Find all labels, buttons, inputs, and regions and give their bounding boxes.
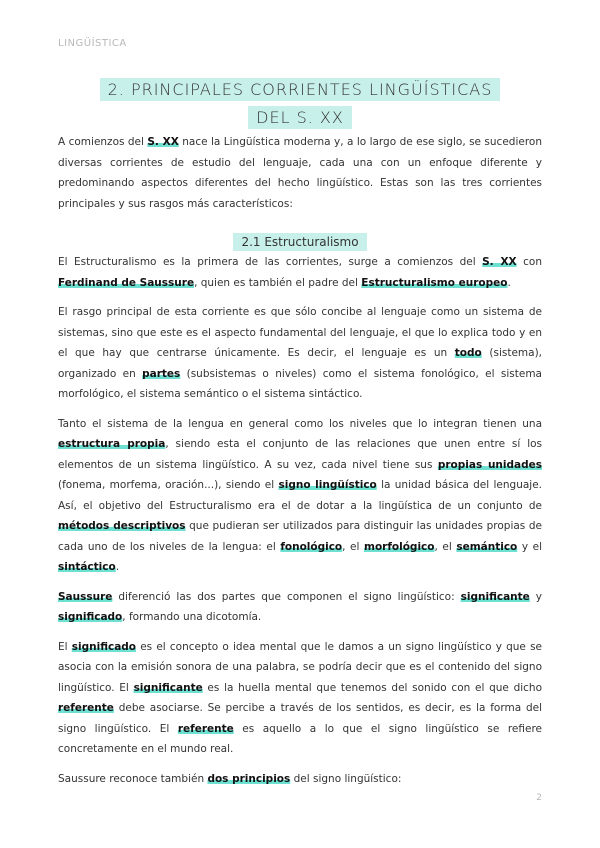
paragraph-4 bbox=[58, 587, 542, 628]
section-heading bbox=[0, 231, 600, 251]
page-title-row-2 bbox=[0, 106, 600, 129]
text-run: , el bbox=[342, 540, 364, 553]
highlight-term: partes bbox=[142, 367, 181, 380]
highlight-term: métodos descriptivos bbox=[58, 520, 186, 532]
highlight-term: dos principios bbox=[207, 772, 291, 785]
highlight-term: significado bbox=[58, 611, 123, 623]
paragraph-5 bbox=[58, 637, 542, 760]
text-run: (sistema), organizado en bbox=[58, 347, 543, 380]
highlight-term: Saussure bbox=[58, 590, 113, 603]
running-header: LINGÜÍSTICA bbox=[58, 38, 127, 49]
intro-paragraph bbox=[58, 132, 542, 223]
text-run: , quien es también el padre del bbox=[194, 276, 362, 289]
highlight-term: estructura propia bbox=[58, 438, 166, 450]
text-run: diferenció las dos partes que componen el signo lingüístico: bbox=[112, 590, 461, 603]
text-run: El bbox=[58, 640, 72, 653]
text-run: y el bbox=[517, 540, 542, 553]
text-run: El rasgo principal de esta corriente es que sólo concibe al lenguaje como un sistema de sistemas, sino que este es el aspecto fundamental del lenguaje, el que lo explica todo y en el que hay que centrarse únicamente. Es decir, el lenguaje es un bbox=[58, 306, 542, 359]
intro-text bbox=[58, 132, 542, 214]
highlight-term: S. XX bbox=[482, 256, 517, 268]
text-run: es la huella mental que tenemos del sonido con el que dicho bbox=[202, 681, 542, 694]
text-run: , siendo esta el conjunto de las relaciones que unen entre sí los elementos de un sistema lingüístico. A su vez, cada nivel tiene sus bbox=[58, 438, 543, 471]
page-title-line-1: 2. PRINCIPALES CORRIENTES LINGÜÍSTICAS bbox=[100, 78, 501, 101]
page-title-line-2: DEL S. XX bbox=[248, 106, 352, 129]
page-title bbox=[0, 78, 600, 101]
text-run: del signo lingüístico: bbox=[290, 772, 402, 785]
text-run: nace la Lingüística moderna y, a lo largo de ese siglo, se sucedieron diversas corrientes de estudio del lenguaje, cada una con un enfoque diferente y predominando aspectos diferentes del hecho lingüístico. Estas son las tres corrientes principales y sus rasgos más característicos: bbox=[58, 136, 542, 210]
paragraph-6 bbox=[58, 769, 542, 790]
page-number: 2 bbox=[536, 793, 542, 803]
text-run: es aquello a lo que el signo lingüístico se refiere concretamente en el mundo real. bbox=[58, 722, 542, 755]
text-run: que pudieran ser utilizados para distinguir las unidades propias de cada uno de los niveles de la lengua: el bbox=[58, 520, 542, 553]
highlight-term: referente bbox=[58, 702, 114, 714]
text-run: Saussure reconoce también bbox=[58, 772, 208, 785]
highlight-term: significante bbox=[460, 590, 530, 603]
highlight-term: Estructuralismo europeo bbox=[361, 276, 508, 289]
highlight-term: S. XX bbox=[147, 136, 179, 148]
highlight-term: significante bbox=[133, 681, 203, 694]
text-run: con bbox=[516, 256, 542, 268]
text-run: (subsistemas o niveles) como el sistema fonológico, el sistema morfológico, el sistema semántico o el sistema sintáctico. bbox=[58, 367, 542, 400]
text-run: A comienzos del bbox=[58, 136, 148, 148]
text-run: . bbox=[507, 276, 511, 289]
section-body bbox=[58, 252, 542, 798]
text-run: El Estructuralismo es la primera de las corrientes, surge a comienzos del bbox=[58, 256, 483, 268]
highlight-term: Ferdinand de Saussure bbox=[58, 276, 195, 289]
highlight-term: semántico bbox=[456, 540, 518, 553]
highlight-term: morfológico bbox=[364, 540, 435, 553]
text-run: es el concepto o idea mental que le damos a un signo lingüístico y que se asocia con la emisión sonora de una palabra, se podría decir que es el contenido del signo lingüístico. El bbox=[58, 640, 542, 694]
section-title: 2.1 Estructuralismo bbox=[233, 233, 366, 251]
highlight-term: sintáctico bbox=[58, 561, 116, 573]
highlight-term: significado bbox=[71, 640, 137, 653]
paragraph-1 bbox=[58, 252, 542, 293]
text-run: (fonema, morfema, oración...), siendo el bbox=[58, 479, 279, 491]
text-run: , el bbox=[434, 540, 457, 553]
text-run: debe asociarse. Se percibe a través de los sentidos, es decir, es la forma del signo lingüístico. El bbox=[58, 702, 542, 735]
paragraph-3 bbox=[58, 414, 542, 578]
highlight-term: propias unidades bbox=[437, 458, 542, 471]
text-run: , formando una dicotomía. bbox=[122, 611, 262, 623]
highlight-term: signo lingüístico bbox=[278, 479, 377, 491]
highlight-term: todo bbox=[454, 347, 482, 359]
text-run: y bbox=[529, 590, 542, 603]
highlight-term: fonológico bbox=[280, 540, 343, 553]
highlight-term: referente bbox=[177, 722, 234, 735]
text-run: . bbox=[115, 561, 120, 573]
text-run: Tanto el sistema de la lengua en general como los niveles que lo integran tienen una bbox=[58, 417, 542, 430]
paragraph-2 bbox=[58, 302, 542, 405]
text-run: la unidad básica del lenguaje. Así, el objetivo del Estructuralismo era el de dotar a la lingüística de un conjunto de bbox=[58, 479, 542, 512]
